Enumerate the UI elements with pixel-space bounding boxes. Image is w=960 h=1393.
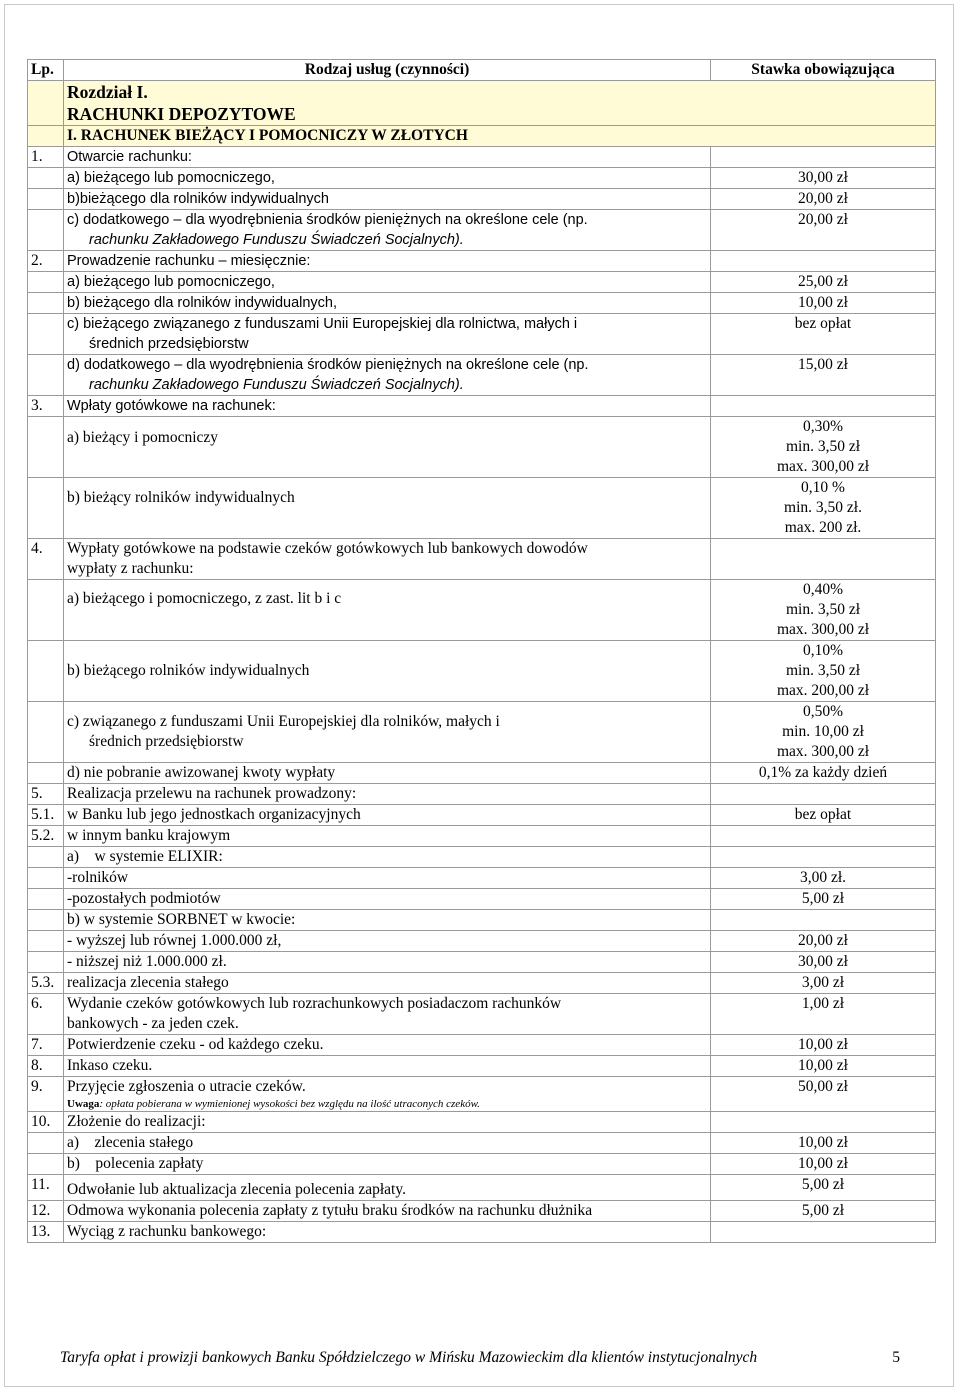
table-row: 5.2. w innym banku krajowym <box>28 826 936 847</box>
table-row: b) bieżący rolników indywidualnych 0,10 % min. 3,50 zł. max. 200 zł. <box>28 478 936 539</box>
table-row: c) bieżącego związanego z funduszami Unii Europejskiej dla rolnictwa, małych i średnich przedsiębiorstw bez opłat <box>28 314 936 355</box>
chapter-title: Rozdział I. <box>67 82 148 102</box>
page-number: 5 <box>892 1349 900 1366</box>
header-service: Rodzaj usług (czynności) <box>64 60 711 81</box>
table-row: d) nie pobranie awizowanej kwoty wypłaty 0,1% za każdy dzień <box>28 763 936 784</box>
table-row: b) bieżącego dla rolników indywidualnych, 10,00 zł <box>28 293 936 314</box>
table-row: 12. Odmowa wykonania polecenia zapłaty z tytułu braku środków na rachunku dłużnika 5,00 zł <box>28 1201 936 1222</box>
table-row: d) dodatkowego – dla wyodrębnienia środków pieniężnych na określone cele (np. rachunku Zakładowego Funduszu Świadczeń Socjalnych). 15,00 zł <box>28 355 936 396</box>
footer-text: Taryfa opłat i prowizji bankowych Banku Spółdzielczego w Mińsku Mazowieckim dla klientów instytucjonalnych <box>60 1349 758 1366</box>
table-row: 3. Wpłaty gotówkowe na rachunek: <box>28 396 936 417</box>
table-row: - niższej niż 1.000.000 zł. 30,00 zł <box>28 952 936 973</box>
table-row: c) dodatkowego – dla wyodrębnienia środków pieniężnych na określone cele (np. rachunku Zakładowego Funduszu Świadczeń Socjalnych). 20,00 zł <box>28 210 936 251</box>
table-row: a) bieżącego lub pomocniczego, 30,00 zł <box>28 168 936 189</box>
chapter-subtitle: RACHUNKI DEPOZYTOWE <box>67 104 296 124</box>
table-row: b) w systemie SORBNET w kwocie: <box>28 910 936 931</box>
table-row: - wyższej lub równej 1.000.000 zł, 20,00 zł <box>28 931 936 952</box>
table-row: b)bieżącego dla rolników indywidualnych 20,00 zł <box>28 189 936 210</box>
table-row: 8. Inkaso czeku. 10,00 zł <box>28 1056 936 1077</box>
table-row: 10. Złożenie do realizacji: <box>28 1112 936 1133</box>
table-row: 5.1. w Banku lub jego jednostkach organizacyjnych bez opłat <box>28 805 936 826</box>
table-row: 4. Wypłaty gotówkowe na podstawie czeków gotówkowych lub bankowych dowodów wypłaty z rachunku: <box>28 539 936 580</box>
chapter-row <box>28 81 936 126</box>
table-row: b) polecenia zapłaty 10,00 zł <box>28 1154 936 1175</box>
header-rate: Stawka obowiązująca <box>711 60 936 81</box>
table-row: c) związanego z funduszami Unii Europejskiej dla rolników, małych i średnich przedsiębiorstw 0,50% min. 10,00 zł max. 300,00 zł <box>28 702 936 763</box>
note-text: Uwaga: opłata pobierana w wymienionej wysokości bez względu na ilość utraconych czeków. <box>67 1098 480 1110</box>
table-row: 7. Potwierdzenie czeku - od każdego czeku. 10,00 zł <box>28 1035 936 1056</box>
section-title: I. RACHUNEK BIEŻĄCY I POMOCNICZY W ZŁOTYCH <box>64 126 936 147</box>
page-footer <box>60 1349 900 1367</box>
table-row: 9. Przyjęcie zgłoszenia o utracie czeków. Uwaga: opłata pobierana w wymienionej wysokości bez względu na ilość utraconych czeków. 50,00 zł <box>28 1077 936 1112</box>
table-row: 13. Wyciąg z rachunku bankowego: <box>28 1222 936 1243</box>
table-row: 5. Realizacja przelewu na rachunek prowadzony: <box>28 784 936 805</box>
table-row: -rolników 3,00 zł. <box>28 868 936 889</box>
section-row <box>28 126 936 147</box>
table-row: a) bieżącego i pomocniczego, z zast. lit b i c 0,40% min. 3,50 zł max. 300,00 zł <box>28 580 936 641</box>
table-row: 5.3. realizacja zlecenia stałego 3,00 zł <box>28 973 936 994</box>
table-row: a) w systemie ELIXIR: <box>28 847 936 868</box>
table-row: 6. Wydanie czeków gotówkowych lub rozrachunkowych posiadaczom rachunków bankowych - za jeden czek. 1,00 zł <box>28 994 936 1035</box>
table-row: 11. Odwołanie lub aktualizacja zlecenia polecenia zapłaty. 5,00 zł <box>28 1175 936 1201</box>
tariff-table <box>27 59 936 1243</box>
table-row: b) bieżącego rolników indywidualnych 0,10% min. 3,50 zł max. 200,00 zł <box>28 641 936 702</box>
table-row: a) zlecenia stałego 10,00 zł <box>28 1133 936 1154</box>
table-row: -pozostałych podmiotów 5,00 zł <box>28 889 936 910</box>
table-row: 2. Prowadzenie rachunku – miesięcznie: <box>28 251 936 272</box>
table-row: a) bieżący i pomocniczy 0,30% min. 3,50 zł max. 300,00 zł <box>28 417 936 478</box>
table-header-row <box>28 60 936 81</box>
header-lp: Lp. <box>28 60 64 81</box>
table-row: 1. Otwarcie rachunku: <box>28 147 936 168</box>
table-row: a) bieżącego lub pomocniczego, 25,00 zł <box>28 272 936 293</box>
